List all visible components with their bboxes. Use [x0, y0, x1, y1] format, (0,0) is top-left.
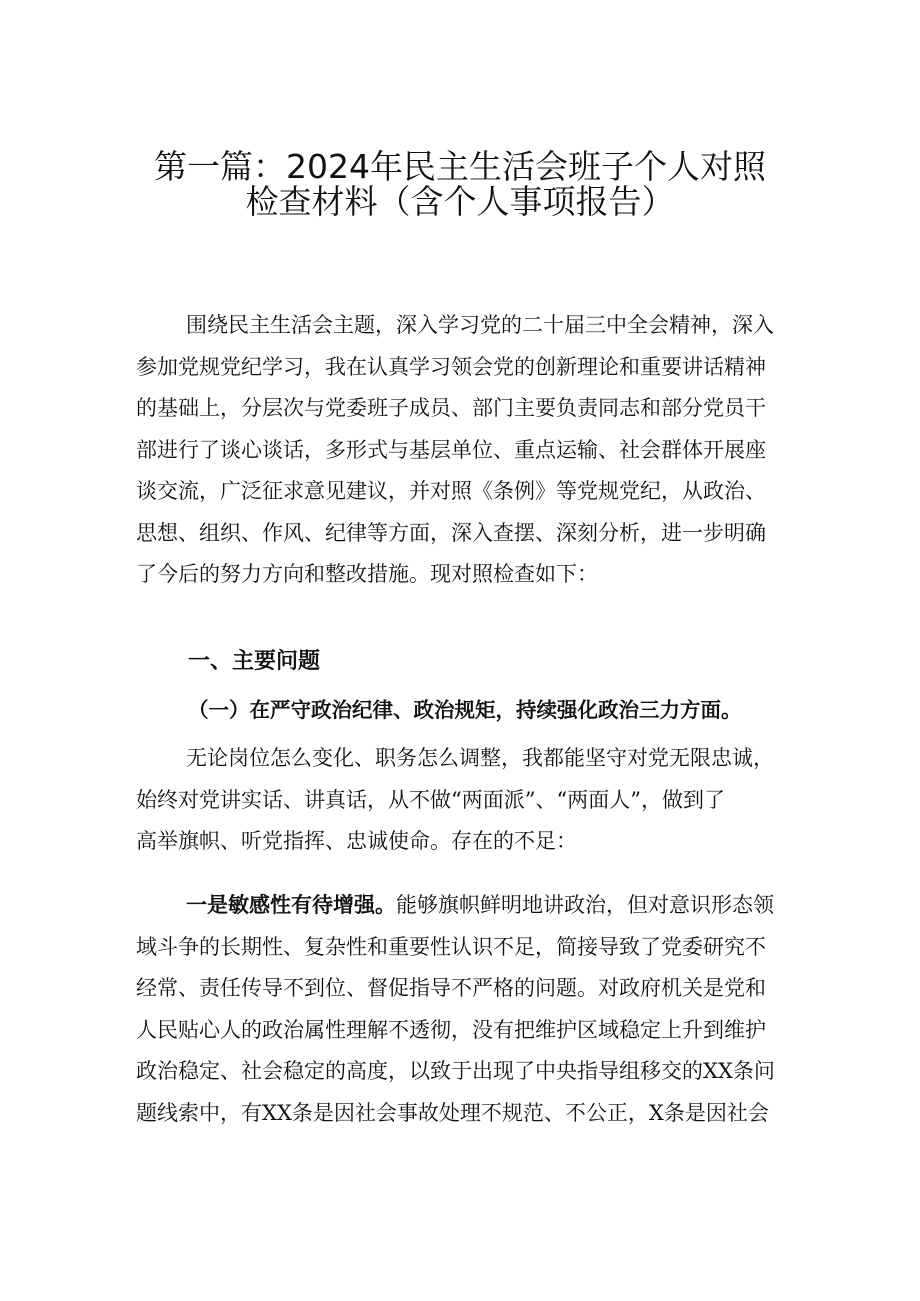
paragraph-sensitivity: [136, 885, 796, 1134]
intro-paragraph: [136, 305, 796, 596]
intro-line: 部进行了谈心谈话，多形式与基层单位、重点运输、社会群体开展座: [136, 437, 766, 462]
paragraph-first-line-rest: 能够旗帜鲜明地讲政治，但对意识形态领: [396, 893, 774, 917]
paragraph-line: 政治稳定、社会稳定的高度，以致于出现了中央指导组移交的XX条问: [136, 1059, 775, 1083]
document-title-line-2: 检查材料（含个人事项报告）: [245, 182, 675, 221]
section-heading: 一、主要问题: [188, 649, 321, 674]
paragraph-line: 高举旗帜、听党指挥、忠诚使命。存在的不足：: [136, 829, 577, 853]
paragraph-line: 始终对党讲实话、讲真话，从不做“两面派”、“两面人”，做到了: [136, 787, 725, 812]
intro-line: 了今后的努力方向和整改措施。现对照检查如下：: [136, 562, 598, 586]
intro-line: 参加党规党纪学习，我在认真学习领会党的创新理论和重要讲话精神: [136, 354, 766, 379]
paragraph-lead-bold: 一是敏感性有待增强。: [186, 893, 396, 917]
intro-line: 的基础上，分层次与党委班子成员、部门主要负责同志和部分党员干: [136, 396, 766, 420]
document-title-line-1: 第一篇：2024年民主生活会班子个人对照: [154, 147, 766, 186]
paragraph-line: 经常、责任传导不到位、督促指导不严格的问题。对政府机关是党和: [136, 976, 766, 1000]
paragraph-line: 人民贴心人的政治属性理解不透彻，没有把维护区域稳定上升到维护: [136, 1017, 766, 1042]
intro-line: 思想、组织、作风、纪律等方面，深入查摆、深刻分析，进一步明确: [136, 520, 766, 545]
intro-line: 围绕民主生活会主题，深入学习党的二十届三中全会精神，深入: [186, 313, 774, 337]
paragraph-first-line: [136, 885, 796, 927]
paragraph-line: 域斗争的长期性、复杂性和重要性认识不足，简接导致了党委研究不: [136, 934, 766, 959]
paragraph-line: 无论岗位怎么变化、职务怎么调整，我都能坚守对党无限忠诚，: [186, 746, 774, 770]
intro-line: 谈交流，广泛征求意见建议，并对照《条例》等党规党纪，从政治、: [136, 479, 766, 503]
paragraph-line: 题线索中，有XX条是因社会事故处理不规范、不公正，X条是因社会: [136, 1100, 769, 1125]
subsection-heading: （一）在严守政治纪律、政治规矩，持续强化政治三力方面。: [188, 698, 742, 722]
paragraph-loyalty: [136, 738, 796, 863]
